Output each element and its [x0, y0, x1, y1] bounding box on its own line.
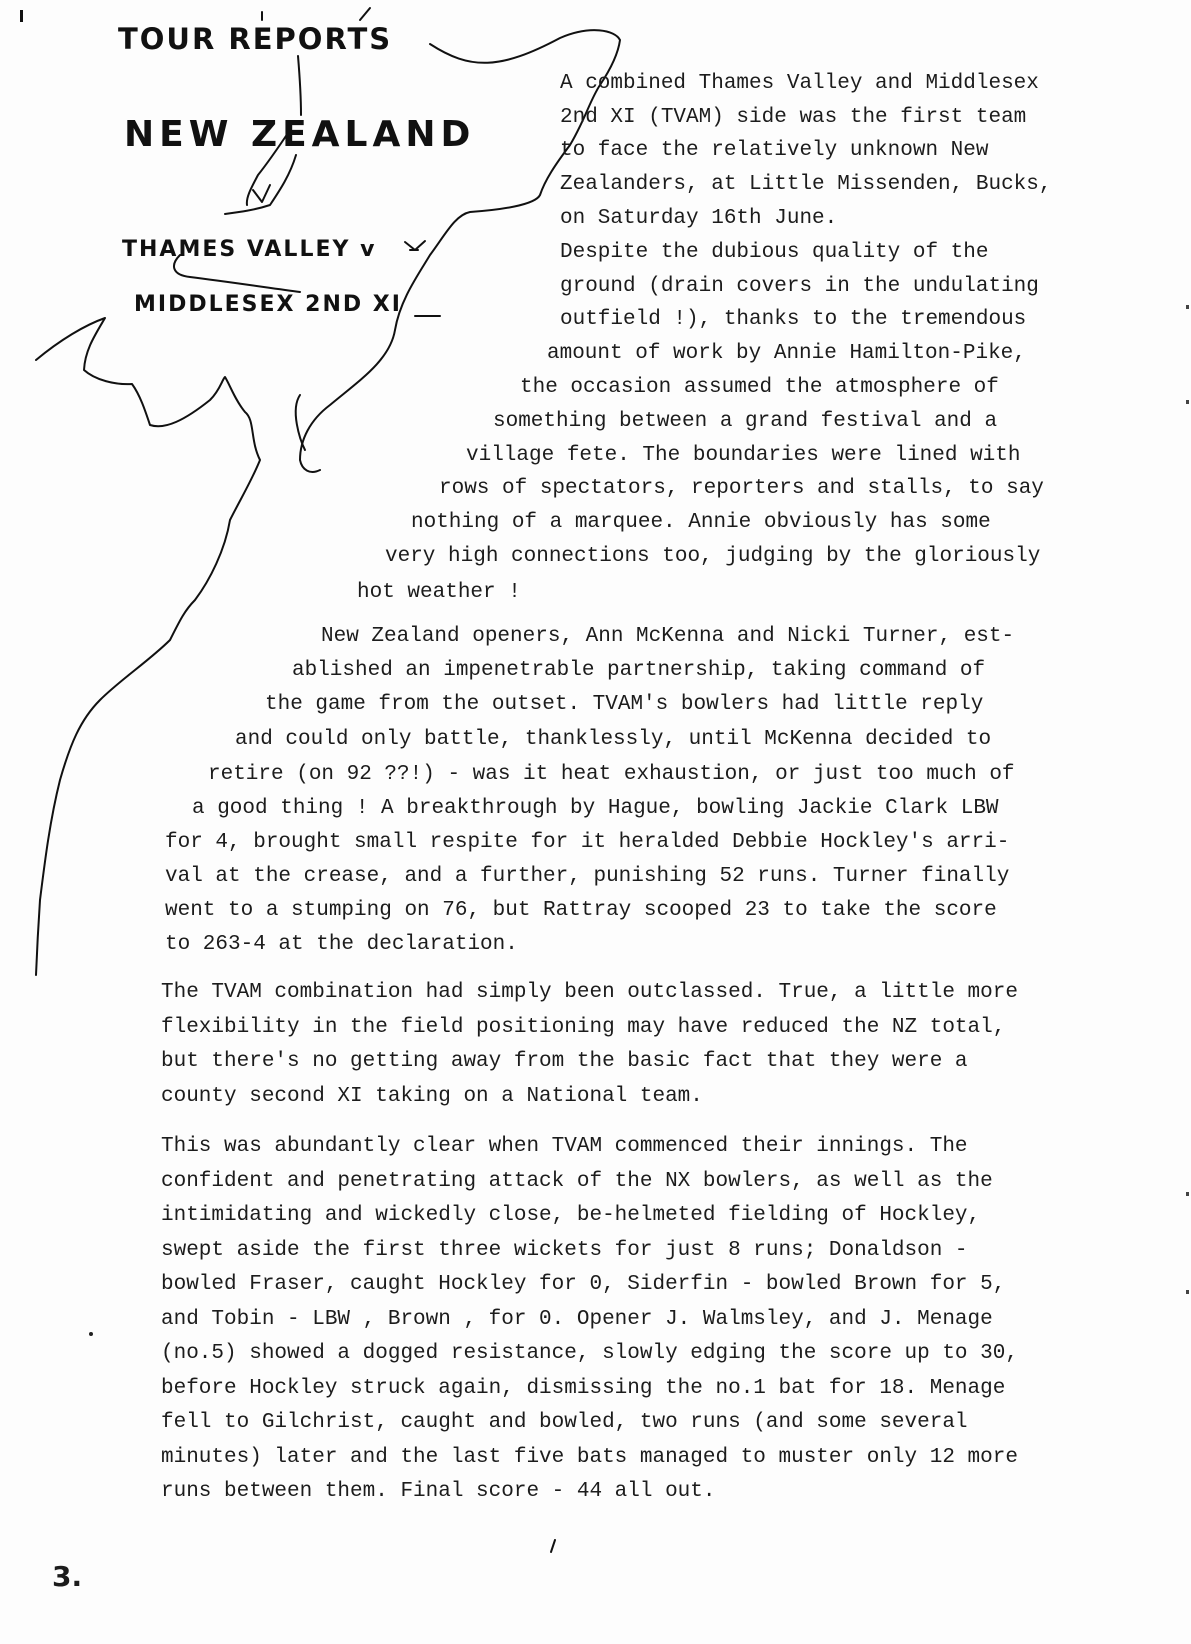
text-line: confident and penetrating attack of the NX bowlers, as well as the: [161, 1169, 993, 1193]
text-line: ground (drain covers in the undulating: [560, 275, 1039, 298]
outclassed-paragraph: [161, 976, 1018, 1114]
text-line: retire (on 92 ??!) - was it heat exhaustion, or just too much of: [208, 763, 1015, 786]
edge-mark: [1186, 1192, 1189, 1196]
text-line: nothing of a marquee. Annie obviously has some: [411, 511, 991, 534]
text-line: and could only battle, thanklessly, until McKenna decided to: [235, 728, 992, 751]
text-line: flexibility in the field positioning may have reduced the NZ total,: [161, 1015, 1006, 1039]
text-line: hot weather !: [357, 581, 521, 604]
match-heading-line-1: THAMES VALLEY v: [122, 237, 377, 262]
text-line: bowled Fraser, caught Hockley for 0, Siderfin - bowled Brown for 5,: [161, 1273, 1006, 1296]
text-line: to 263-4 at the declaration.: [165, 933, 518, 956]
text-line: runs between them. Final score - 44 all out.: [161, 1480, 716, 1503]
text-line: for 4, brought small respite for it heralded Debbie Hockley's arri-: [165, 831, 1010, 854]
edge-mark: [1186, 305, 1189, 309]
country-heading: NEW ZEALAND: [124, 114, 476, 155]
text-line: outfield !), thanks to the tremendous: [560, 308, 1027, 331]
innings-paragraph: [161, 1130, 1018, 1510]
text-line: fell to Gilchrist, caught and bowled, two runs (and some several: [161, 1411, 968, 1434]
text-line: 2nd XI (TVAM) side was the first team: [560, 106, 1027, 129]
edge-mark: [1186, 1290, 1189, 1294]
text-line: A combined Thames Valley and Middlesex: [560, 72, 1039, 95]
text-line: This was abundantly clear when TVAM commenced their innings. The: [161, 1135, 968, 1158]
page-number: 3.: [52, 1560, 83, 1593]
edge-mark: [1186, 400, 1189, 404]
text-line: Zealanders, at Little Missenden, Bucks,: [560, 173, 1052, 196]
text-line: to face the relatively unknown New: [560, 139, 989, 162]
text-line: on Saturday 16th June.: [560, 207, 838, 230]
stray-dot: [89, 1332, 93, 1336]
text-line: and Tobin - LBW , Brown , for 0. Opener J. Walmsley, and J. Menage: [161, 1307, 993, 1331]
text-line: village fete. The boundaries were lined with: [466, 444, 1021, 467]
text-line: ablished an impenetrable partnership, taking command of: [292, 659, 986, 682]
text-line: Despite the dubious quality of the: [560, 241, 989, 264]
text-line: very high connections too, judging by the gloriously: [385, 545, 1041, 568]
text-line: swept aside the first three wickets for just 8 runs; Donaldson -: [161, 1238, 968, 1262]
text-line: The TVAM combination had simply been outclassed. True, a little more: [161, 981, 1018, 1004]
section-heading: TOUR REPORTS: [118, 22, 393, 56]
text-line: New Zealand openers, Ann McKenna and Nicki Turner, est-: [321, 625, 1015, 648]
text-line: rows of spectators, reporters and stalls, to say: [439, 477, 1044, 500]
text-line: intimidating and wickedly close, be-helmeted fielding of Hockley,: [161, 1204, 981, 1227]
text-line: county second XI taking on a National team.: [161, 1084, 703, 1108]
text-line: val at the crease, and a further, punishing 52 runs. Turner finally: [165, 865, 1010, 888]
match-heading-line-2: MIDDLESEX 2ND XI: [134, 292, 402, 317]
text-line: the occasion assumed the atmosphere of: [520, 376, 999, 399]
text-line: but there's no getting away from the basic fact that they were a: [161, 1050, 968, 1073]
text-line: went to a stumping on 76, but Rattray scooped 23 to take the score: [165, 899, 997, 922]
text-line: the game from the outset. TVAM's bowlers had little reply: [265, 693, 984, 716]
text-line: minutes) later and the last five bats managed to muster only 12 more: [161, 1445, 1018, 1469]
text-line: something between a grand festival and a: [493, 410, 998, 433]
text-line: before Hockley struck again, dismissing the no.1 bat for 18. Menage: [161, 1376, 1006, 1400]
text-line: amount of work by Annie Hamilton-Pike,: [547, 342, 1026, 365]
text-line: (no.5) showed a dogged resistance, slowly edging the score up to 30,: [161, 1342, 1018, 1365]
text-line: a good thing ! A breakthrough by Hague, bowling Jackie Clark LBW: [192, 797, 999, 820]
